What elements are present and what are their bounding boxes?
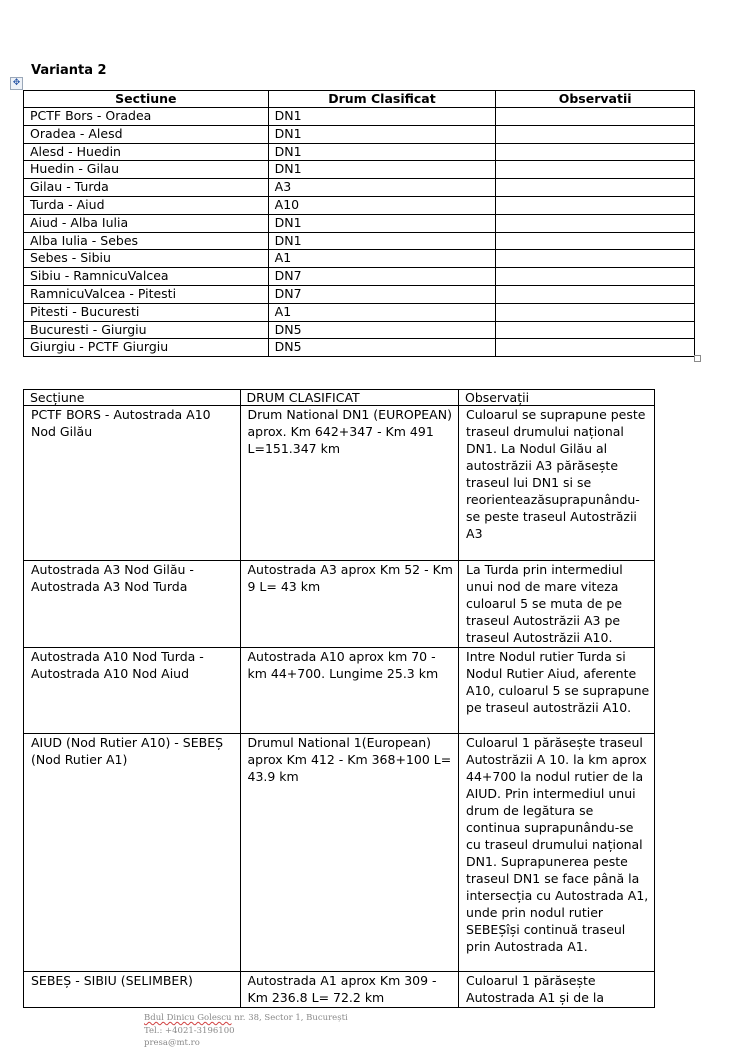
cell-section: Turda - Aiud <box>24 196 269 214</box>
cell-road: DN5 <box>268 321 496 339</box>
footer-address-street: Bdul Dinicu Golescu <box>144 1013 232 1023</box>
table-row <box>24 250 695 268</box>
table-resize-handle[interactable] <box>694 355 701 362</box>
table-row <box>24 734 655 972</box>
cell-road: Autostrada A1 aprox Km 309 - Km 236.8 L= 72.2 km <box>240 972 459 1008</box>
table-row <box>24 285 695 303</box>
cell-road: DN1 <box>268 143 496 161</box>
cell-section: Alesd - Huedin <box>24 143 269 161</box>
cell-road: Drum National DN1 (EUROPEAN) aprox. Km 642+347 - Km 491 L=151.347 km <box>240 406 459 561</box>
table-row <box>24 232 695 250</box>
routes-summary-table <box>23 90 695 357</box>
table-header-row <box>24 390 655 406</box>
cell-section: Pitesti - Bucuresti <box>24 303 269 321</box>
cell-notes: La Turda prin intermediul unui nod de mare viteza culoarul 5 se muta de pe traseul Autostrăzii A3 pe traseul Autostrăzii A10. <box>459 561 655 648</box>
page-footer <box>144 1012 348 1050</box>
footer-address-rest: nr. 38, Sector 1, București <box>231 1013 348 1023</box>
table-row <box>24 214 695 232</box>
cell-road: Autostrada A10 aprox km 70 - km 44+700. Lungime 25.3 km <box>240 648 459 734</box>
cell-road: Drumul National 1(European) aprox Km 412 - Km 368+100 L= 43.9 km <box>240 734 459 972</box>
footer-phone: Tel.: +4021-3196100 <box>144 1025 235 1036</box>
cell-road: A10 <box>268 196 496 214</box>
header-drum-clasificat: DRUM CLASIFICAT <box>240 390 459 406</box>
header-sectiune: Sectiune <box>24 91 269 108</box>
cell-notes <box>496 196 695 214</box>
cell-section: Bucuresti - Giurgiu <box>24 321 269 339</box>
table-row <box>24 561 655 648</box>
cell-section: Alba Iulia - Sebes <box>24 232 269 250</box>
routes-detail-table <box>23 389 655 1008</box>
cell-section: RamnicuValcea - Pitesti <box>24 285 269 303</box>
table-row <box>24 321 695 339</box>
cell-road: DN1 <box>268 125 496 143</box>
cell-section: Huedin - Gilau <box>24 161 269 179</box>
cell-section: PCTF BORS - Autostrada A10 Nod Gilău <box>24 406 241 561</box>
cell-section: Gilau - Turda <box>24 179 269 197</box>
cell-notes <box>496 125 695 143</box>
cell-road: A1 <box>268 303 496 321</box>
section-heading: Varianta 2 <box>31 63 107 78</box>
table-row <box>24 339 695 357</box>
cell-notes <box>496 232 695 250</box>
table-move-handle-icon[interactable]: ✥ <box>10 77 23 90</box>
cell-section: Autostrada A10 Nod Turda - Autostrada A10 Nod Aiud <box>24 648 241 734</box>
cell-notes <box>496 214 695 232</box>
cell-road: DN7 <box>268 268 496 286</box>
cell-road: DN7 <box>268 285 496 303</box>
table-row <box>24 406 655 561</box>
table-row <box>24 179 695 197</box>
footer-email: presa@mt.ro <box>144 1038 200 1048</box>
cell-notes <box>496 285 695 303</box>
table-row <box>24 161 695 179</box>
table-row <box>24 108 695 126</box>
cell-notes <box>496 108 695 126</box>
cell-road: DN1 <box>268 232 496 250</box>
cell-section: Oradea - Alesd <box>24 125 269 143</box>
cell-notes: Culoarul 1 părăsește traseul Autostrăzii A 10. la km aprox 44+700 la nodul rutier de la AIUD. Prin intermediul unui drum de legătura se continua suprapunându-se cu traseul drumului național DN1. Suprapunerea peste traseul DN1 se face până la intersecția cu Autostrada A1, unde prin nodul rutier SEBEȘîși continuă traseul prin Autostrada A1. <box>459 734 655 972</box>
table-row <box>24 125 695 143</box>
cell-section: Aiud - Alba Iulia <box>24 214 269 232</box>
cell-section: PCTF Bors - Oradea <box>24 108 269 126</box>
table-row <box>24 268 695 286</box>
header-drum-clasificat: Drum Clasificat <box>268 91 496 108</box>
cell-road: DN5 <box>268 339 496 357</box>
cell-notes <box>496 179 695 197</box>
table-header-row <box>24 91 695 108</box>
cell-section: Giurgiu - PCTF Giurgiu <box>24 339 269 357</box>
cell-road: DN1 <box>268 108 496 126</box>
cell-notes <box>496 268 695 286</box>
cell-notes: Culoarul 1 părăsește Autostrada A1 și de la <box>459 972 655 1008</box>
table-row <box>24 143 695 161</box>
cell-notes <box>496 321 695 339</box>
cell-notes <box>496 250 695 268</box>
table-row <box>24 196 695 214</box>
cell-road: DN1 <box>268 214 496 232</box>
table-row <box>24 972 655 1008</box>
table-row <box>24 648 655 734</box>
cell-road: A1 <box>268 250 496 268</box>
cell-notes: Culoarul se suprapune peste traseul drumului național DN1. La Nodul Gilău al autostrăzii A3 părăsește traseul lui DN1 si se reorienteazăsuprapunându-se peste traseul Autostrăzii A3 <box>459 406 655 561</box>
cell-notes <box>496 303 695 321</box>
cell-section: AIUD (Nod Rutier A10) - SEBEȘ (Nod Rutier A1) <box>24 734 241 972</box>
cell-notes <box>496 161 695 179</box>
cell-section: Sebes - Sibiu <box>24 250 269 268</box>
cell-notes: Intre Nodul rutier Turda si Nodul Rutier Aiud, aferente A10, culoarul 5 se suprapune pe traseul autostrăzii A10. <box>459 648 655 734</box>
header-observatii: Observatii <box>496 91 695 108</box>
cell-road: A3 <box>268 179 496 197</box>
cell-section: Autostrada A3 Nod Gilău - Autostrada A3 Nod Turda <box>24 561 241 648</box>
cell-section: Sibiu - RamnicuValcea <box>24 268 269 286</box>
cell-road: DN1 <box>268 161 496 179</box>
header-observatii: Observații <box>459 390 655 406</box>
cell-notes <box>496 143 695 161</box>
cell-section: SEBEȘ - SIBIU (SELIMBER) <box>24 972 241 1008</box>
cell-notes <box>496 339 695 357</box>
cell-road: Autostrada A3 aprox Km 52 - Km 9 L= 43 km <box>240 561 459 648</box>
table-row <box>24 303 695 321</box>
footer-address <box>144 1012 348 1025</box>
header-sectiune: Secțiune <box>24 390 241 406</box>
